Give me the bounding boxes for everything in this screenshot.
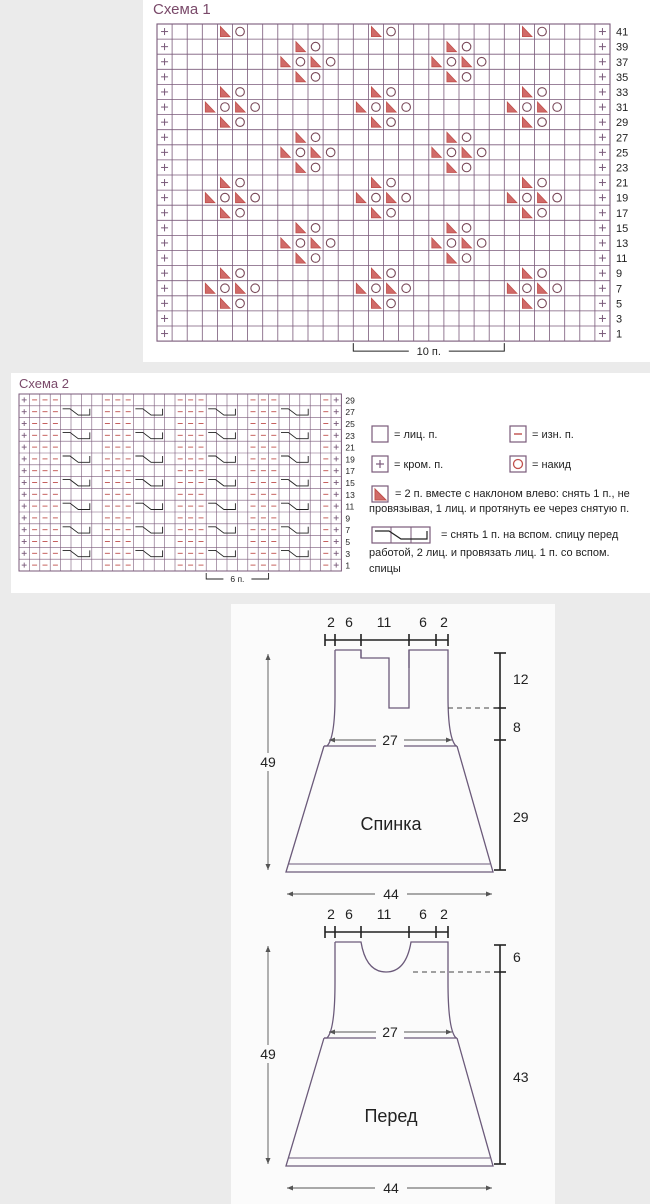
piece-name: Перед [364,1106,418,1126]
arrowhead [287,1186,293,1191]
strap [335,650,361,658]
garment-schematics [231,604,555,1204]
arrowhead [446,738,452,743]
legend-cable-line2: работой, 2 лиц. и провязать лиц. 1 п. со вспом. [369,547,610,559]
row-label: 27 [345,407,355,418]
legend-cable-line3: спицы [369,563,401,575]
row-label: 17 [616,207,629,220]
skirt-outline [286,1038,493,1166]
scheme1-grid [157,24,610,341]
legend-knit: = лиц. п. [394,429,438,441]
top-dimension-label: 6 [345,614,353,630]
row-label: 1 [345,560,351,571]
edge-stitch-icon [371,455,389,473]
scheme1-chart [143,0,650,362]
piece-name: Спинка [360,814,422,834]
row-label: 25 [616,147,629,160]
scheme1-panel [143,0,650,362]
row-label: 21 [345,442,355,453]
row-label: 35 [616,71,629,84]
row-label: 13 [345,489,355,500]
row-label: 19 [345,454,355,465]
row-label: 23 [616,162,629,175]
row-label: 3 [616,313,623,326]
waist-label: 27 [382,732,398,748]
legend-cable: = снять 1 п. на вспом. спицу перед [441,529,619,541]
row-label: 39 [616,41,629,54]
right-dimension-label: 43 [513,1069,529,1085]
height-label: 49 [260,1046,276,1062]
row-label: 19 [616,192,629,205]
waist-label: 27 [382,1024,398,1040]
top-dimension-label: 2 [440,614,448,630]
legend-edge: = кром. п. [394,459,444,471]
yarn-over-icon [509,455,527,473]
hem-label: 44 [383,886,399,902]
garment-panel [231,604,555,1204]
scheme2-grid [19,394,341,571]
row-label: 25 [345,419,355,429]
row-label: 33 [616,86,629,99]
row-label: 15 [345,478,355,488]
scheme2-chart [11,373,371,593]
top-dimension-label: 2 [440,906,448,922]
arrowhead [266,946,271,952]
knit-stitch-icon [371,425,389,443]
row-label: 11 [345,501,355,512]
hem-label: 44 [383,1180,399,1196]
repeat-label: 10 п. [416,346,441,359]
row-label: 11 [616,253,628,266]
top-dimension-label: 2 [327,614,335,630]
arrowhead [266,864,271,870]
row-label: 27 [616,132,629,145]
repeat-label: 6 п. [230,574,245,584]
right-dimension-label: 29 [513,809,529,825]
purl-stitch-icon [509,425,527,443]
arrowhead [446,1030,452,1035]
right-dimension-label: 8 [513,719,521,735]
arrowhead [266,1158,271,1164]
row-label: 9 [345,513,351,524]
arrowhead [486,1186,492,1191]
row-label: 15 [616,222,629,235]
legend-purl: = изн. п. [532,429,574,441]
cable-icon [371,526,431,544]
row-label: 31 [616,102,629,115]
legend-k2tog-left-line2: провязывая, 1 лиц. и протянуть ее через снятую п. [369,503,630,515]
row-label: 29 [616,117,629,130]
arrowhead [287,892,293,897]
right-dimension-label: 6 [513,949,521,965]
row-label: 13 [616,237,629,250]
row-label: 5 [616,298,623,311]
row-label: 37 [616,56,629,69]
row-label: 21 [616,177,629,190]
k2tog-left-icon [371,485,389,503]
right-dimension-label: 12 [513,671,529,687]
scheme1-title: Схема 1 [153,1,211,18]
row-label: 17 [345,466,355,477]
row-label: 23 [345,430,355,441]
arrowhead [266,654,271,660]
skirt-outline [286,746,493,872]
top-dimension-label: 6 [345,906,353,922]
row-label: 7 [616,283,623,296]
row-label: 7 [345,525,351,536]
legend-k2tog-left: = 2 п. вместе с наклоном влево: снять 1 п., не [395,488,630,500]
row-label: 41 [616,26,629,39]
top-dimension-label: 11 [376,614,392,630]
top-dimension-label: 6 [419,906,427,922]
armhole-left [324,650,335,746]
height-label: 49 [260,754,276,770]
scheme2-title: Схема 2 [19,376,69,391]
row-label: 29 [345,395,355,406]
armhole-left [324,942,335,1038]
row-label: 3 [345,548,351,559]
top-dimension-label: 6 [419,614,427,630]
scheme2-panel [11,373,650,593]
row-label: 5 [345,537,351,547]
arrowhead [486,892,492,897]
row-label: 9 [616,268,623,281]
legend-yarn-over: = накид [532,459,572,471]
row-label: 1 [616,328,623,341]
top-dimension-label: 2 [327,906,335,922]
top-dimension-label: 11 [376,906,392,922]
